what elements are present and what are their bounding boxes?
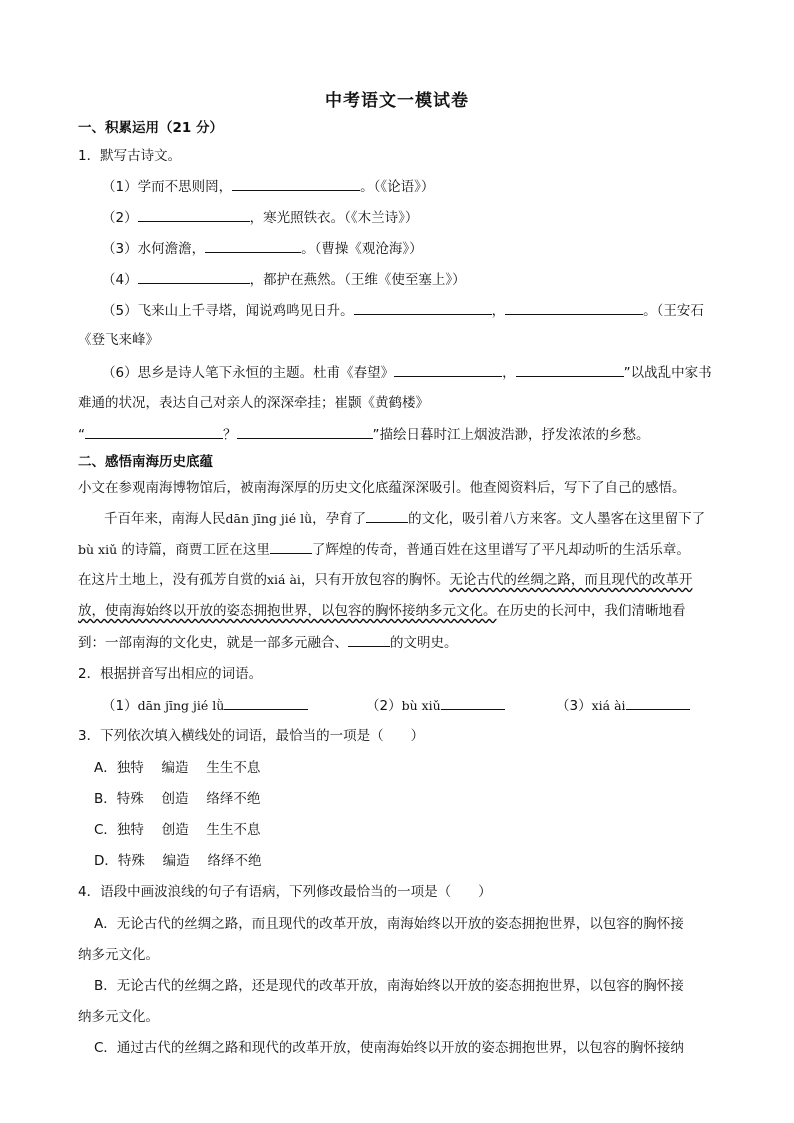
answer-blank[interactable] [205, 238, 301, 253]
answer-blank[interactable] [138, 207, 250, 222]
answer-blank[interactable] [85, 424, 223, 439]
q3-option-d[interactable]: D．特殊 编造 络绎不绝 [94, 853, 262, 869]
q1-stem: 1．默写古诗文。 [78, 148, 182, 164]
q2-stem: 2．根据拼音写出相应的词语。 [78, 666, 263, 682]
q1-item-1: （1）学而不思则罔， 。（《论语》） [102, 176, 434, 197]
answer-blank[interactable] [354, 300, 492, 315]
q4-option-b[interactable]: B．无论古代的丝绸之路，还是现代的改革开放，南海始终以开放的姿态拥抱世界，以包容的胸怀接 [94, 978, 684, 994]
q4-option-a[interactable]: A．无论古代的丝绸之路，而且现代的改革开放，南海始终以开放的姿态拥抱世界，以包容的胸怀接 [94, 916, 684, 932]
page-title: 中考语文一模试卷 [325, 91, 469, 111]
answer-blank[interactable] [394, 362, 502, 377]
answer-blank[interactable] [366, 508, 408, 523]
answer-blank[interactable] [270, 539, 312, 554]
q1-item-4: （4） ，都护在燕然。（王维《使至塞上》） [102, 269, 466, 290]
answer-blank[interactable] [224, 695, 308, 710]
wavy-sentence: 无论古代的丝绸之路，而且现代的改革开 [449, 572, 693, 588]
q1-item-6: （6）思乡是诗人笔下永恒的主题。杜甫《春望》 ， ”以战乱中家书 [102, 362, 712, 383]
section2-heading: 二、感悟南海历史底蕴 [78, 454, 213, 470]
passage-line-4: 放，使南海始终以开放的姿态拥抱世界，以包容的胸怀接纳多元文化。在历史的长河中，我们清晰地看 [78, 603, 686, 619]
q4-option-c[interactable]: C．通过古代的丝绸之路和现代的改革开放，使南海始终以开放的姿态拥抱世界，以包容的胸怀接纳 [94, 1040, 684, 1056]
answer-blank[interactable] [232, 176, 360, 191]
q1-item-6-line3: “ ？ ”描绘日暮时江上烟波浩渺，抒发浓浓的乡愁。 [78, 424, 650, 445]
section2-intro: 小文在参观南海博物馆后，被南海深厚的历史文化底蕴深深吸引。他查阅资料后，写下了自己的感悟。 [78, 480, 686, 496]
q1-item-6-cont: 难通的状况，表达自己对亲人的深深牵挂；崔颢《黄鹤楼》 [78, 395, 429, 411]
q4-option-a-cont: 纳多元文化。 [78, 947, 159, 963]
answer-blank[interactable] [237, 424, 373, 439]
answer-blank[interactable] [441, 695, 505, 710]
q2-option-3: （3）xiá ài [556, 695, 690, 716]
passage-line-1: 千百年来，南海人民dān jīng jié lǜ，孕育了 的文化，吸引着八方来客。文人墨客在这里留下了 [104, 508, 705, 529]
passage-line-3: 在这片土地上，没有孤芳自赏的xiá ài，只有开放包容的胸怀。无论古代的丝绸之路，而且现代的改革开 [78, 572, 693, 588]
q4-stem: 4．语段中画波浪线的句子有语病，下列修改最恰当的一项是（ ） [78, 884, 492, 900]
q3-option-b[interactable]: B．特殊 创造 络绎不绝 [94, 791, 261, 807]
q1-item-3: （3）水何澹澹， 。（曹操《观沧海》） [102, 238, 423, 259]
passage-line-2: bù xiǔ 的诗篇，商贾工匠在这里 了辉煌的传奇，普通百姓在这里谱写了平凡却动听的生活乐章。 [78, 539, 690, 560]
q1-item-2: （2） ，寒光照铁衣。（《木兰诗》） [102, 207, 418, 228]
q2-option-1: （1）dān jīng jié lǜ [102, 695, 308, 716]
answer-blank[interactable] [138, 269, 250, 284]
section1-heading: 一、积累运用（21 分） [78, 120, 223, 136]
answer-blank[interactable] [505, 300, 643, 315]
q2-option-2: （2）bù xiǔ [366, 695, 505, 716]
passage-line-5: 到：一部南海的文化史，就是一部多元融合、 的文明史。 [78, 632, 458, 653]
answer-blank[interactable] [516, 362, 624, 377]
q1-item-5-cont: 《登飞来峰》 [78, 332, 159, 348]
q3-option-a[interactable]: A．独特 编造 生生不息 [94, 760, 261, 776]
q3-option-c[interactable]: C．独特 创造 生生不息 [94, 822, 261, 838]
q3-stem: 3．下列依次填入横线处的词语，最恰当的一项是（ ） [78, 728, 425, 744]
answer-blank[interactable] [348, 632, 390, 647]
answer-blank[interactable] [626, 695, 690, 710]
q4-option-b-cont: 纳多元文化。 [78, 1009, 159, 1025]
wavy-sentence: 放，使南海始终以开放的姿态拥抱世界，以包容的胸怀接纳多元文化。 [78, 603, 497, 619]
q1-item-5: （5）飞来山上千寻塔，闻说鸡鸣见日升。 ， 。（王安石 [102, 300, 704, 321]
